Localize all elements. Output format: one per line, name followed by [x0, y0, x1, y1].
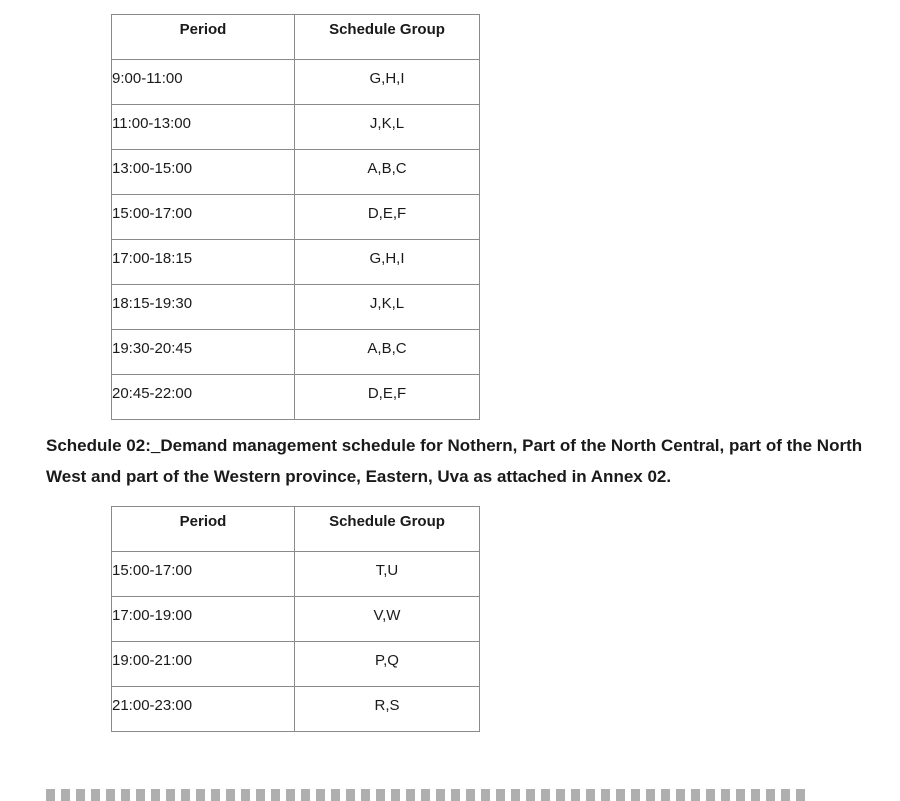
group-cell: J,K,L — [295, 285, 480, 330]
period-cell: 9:00-11:00 — [112, 60, 295, 105]
period-cell: 21:00-23:00 — [112, 687, 295, 732]
group-cell: D,E,F — [295, 195, 480, 240]
column-header-schedule-group: Schedule Group — [295, 15, 480, 60]
group-cell: T,U — [295, 552, 480, 597]
group-cell: A,B,C — [295, 330, 480, 375]
period-cell: 19:30-20:45 — [112, 330, 295, 375]
table-row — [112, 687, 480, 732]
group-cell: V,W — [295, 597, 480, 642]
group-cell: G,H,I — [295, 240, 480, 285]
schedule-02-heading — [46, 430, 866, 492]
cropped-text-line — [46, 789, 806, 801]
period-cell: 19:00-21:00 — [112, 642, 295, 687]
schedule-table-1 — [111, 14, 480, 420]
table-row — [112, 642, 480, 687]
schedule-02-prefix: Schedule 02: — [46, 436, 151, 455]
table-row — [112, 330, 480, 375]
table-row — [112, 60, 480, 105]
table-row — [112, 285, 480, 330]
schedule-02-underscore: _ — [150, 436, 161, 455]
period-cell: 17:00-19:00 — [112, 597, 295, 642]
period-cell: 11:00-13:00 — [112, 105, 295, 150]
column-header-period: Period — [112, 507, 295, 552]
table-header-row — [112, 15, 480, 60]
group-cell: P,Q — [295, 642, 480, 687]
period-cell: 15:00-17:00 — [112, 552, 295, 597]
table-row — [112, 195, 480, 240]
group-cell: D,E,F — [295, 375, 480, 420]
table-header-row — [112, 507, 480, 552]
table-row — [112, 597, 480, 642]
period-cell: 17:00-18:15 — [112, 240, 295, 285]
table-row — [112, 552, 480, 597]
column-header-period: Period — [112, 15, 295, 60]
table-row — [112, 240, 480, 285]
period-cell: 18:15-19:30 — [112, 285, 295, 330]
table-row — [112, 105, 480, 150]
group-cell: R,S — [295, 687, 480, 732]
group-cell: G,H,I — [295, 60, 480, 105]
period-cell: 20:45-22:00 — [112, 375, 295, 420]
schedule-02-description: Demand management schedule for Nothern, Part of the North Central, part of the North West and part of the Western province, Eastern, Uva as attached in Annex 02. — [46, 436, 863, 486]
period-cell: 13:00-15:00 — [112, 150, 295, 195]
group-cell: A,B,C — [295, 150, 480, 195]
group-cell: J,K,L — [295, 105, 480, 150]
table-row — [112, 150, 480, 195]
schedule-table-2 — [111, 506, 480, 732]
column-header-schedule-group: Schedule Group — [295, 507, 480, 552]
period-cell: 15:00-17:00 — [112, 195, 295, 240]
table-row — [112, 375, 480, 420]
